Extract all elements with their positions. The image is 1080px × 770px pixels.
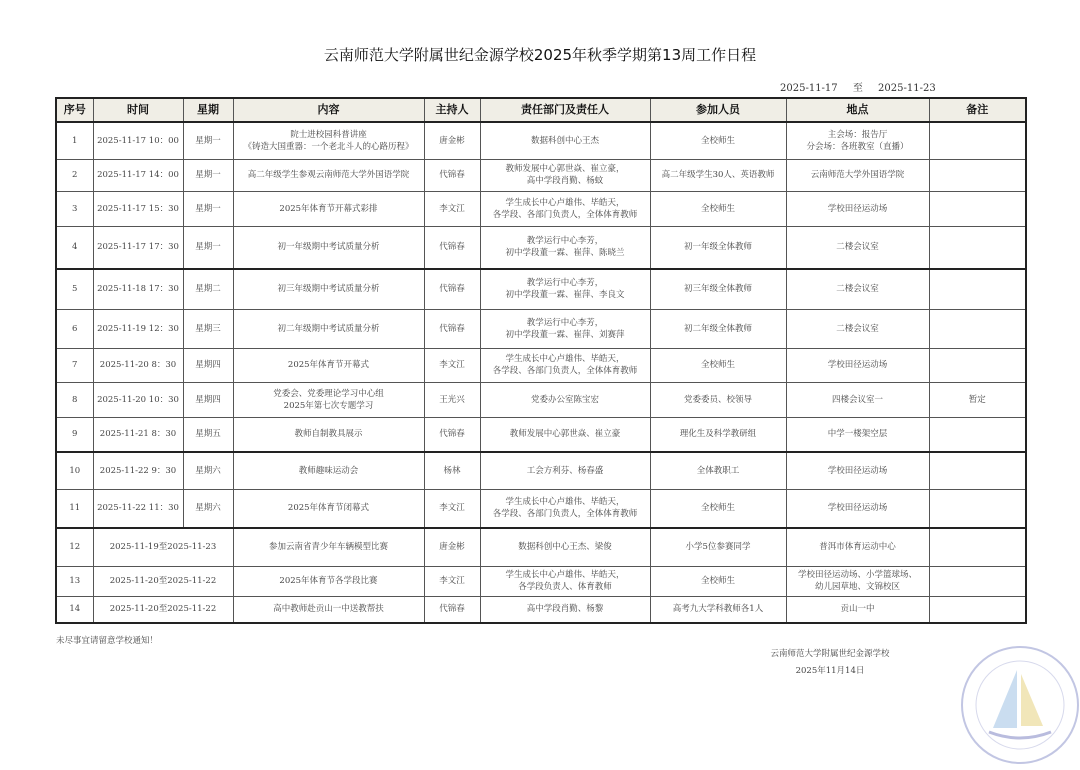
row-host: 代锦春 <box>424 269 480 309</box>
row-note <box>929 269 1026 309</box>
row-place: 学校田径运动场 <box>786 489 929 528</box>
table-row <box>56 348 1026 382</box>
row-attendees: 全校师生 <box>650 566 786 596</box>
row-content: 教师趣味运动会 <box>233 452 424 489</box>
row-time: 2025-11-17 17：30 <box>93 226 183 269</box>
table-row <box>56 382 1026 417</box>
row-note <box>929 122 1026 159</box>
row-note <box>929 417 1026 452</box>
row-day: 星期一 <box>183 226 233 269</box>
row-number: 12 <box>56 528 93 566</box>
row-day: 星期六 <box>183 489 233 528</box>
table-row <box>56 528 1026 566</box>
header-host: 主持人 <box>424 98 480 122</box>
row-content: 2025年体育节各学段比赛 <box>233 566 424 596</box>
signature-org: 云南师范大学附属世纪金源学校 <box>770 649 890 659</box>
row-dept: 高中学段肖勤、杨黎 <box>480 596 650 623</box>
row-time: 2025-11-19至2025-11-23 <box>93 528 233 566</box>
row-note <box>929 566 1026 596</box>
row-number: 9 <box>56 417 93 452</box>
header-time: 时间 <box>93 98 183 122</box>
page-title: 云南师范大学附属世纪金源学校2025年秋季学期第13周工作日程 <box>323 46 757 64</box>
table-row <box>56 596 1026 623</box>
row-dept: 学生成长中心卢雄伟、毕皓天， 各学段、各部门负责人，全体体育教师 <box>480 489 650 528</box>
row-place: 四楼会议室一 <box>786 382 929 417</box>
header-no: 序号 <box>56 98 93 122</box>
row-host: 代锦春 <box>424 159 480 191</box>
row-attendees: 全校师生 <box>650 191 786 226</box>
row-day: 星期五 <box>183 417 233 452</box>
row-note: 暂定 <box>929 382 1026 417</box>
row-day: 星期四 <box>183 348 233 382</box>
table-row <box>56 269 1026 309</box>
row-place: 学校田径运动场、小学篮球场、 幼儿园草地、文锦校区 <box>786 566 929 596</box>
row-note <box>929 452 1026 489</box>
row-dept: 教师发展中心郭世焱、崔立豪， 高中学段肖勤、杨蚊 <box>480 159 650 191</box>
row-content: 2025年体育节开幕式彩排 <box>233 191 424 226</box>
row-note <box>929 348 1026 382</box>
row-host: 李文江 <box>424 191 480 226</box>
row-number: 5 <box>56 269 93 309</box>
row-host: 唐金彬 <box>424 122 480 159</box>
row-host: 代锦春 <box>424 309 480 348</box>
table-row <box>56 191 1026 226</box>
row-host: 代锦春 <box>424 226 480 269</box>
row-day: 星期三 <box>183 309 233 348</box>
row-attendees: 小学5位参赛同学 <box>650 528 786 566</box>
row-host: 李文江 <box>424 489 480 528</box>
header-day: 星期 <box>183 98 233 122</box>
row-dept: 教学运行中心李芳， 初中学段董一霖、崔萍、刘赛萍 <box>480 309 650 348</box>
row-number: 2 <box>56 159 93 191</box>
row-content: 初一年级期中考试质量分析 <box>233 226 424 269</box>
row-time: 2025-11-17 15：30 <box>93 191 183 226</box>
row-host: 李文江 <box>424 566 480 596</box>
row-host: 代锦春 <box>424 596 480 623</box>
row-place: 二楼会议室 <box>786 226 929 269</box>
row-time: 2025-11-22 9：30 <box>93 452 183 489</box>
signature-date: 2025年11月14日 <box>795 666 865 676</box>
table-row <box>56 489 1026 528</box>
row-time: 2025-11-20 10：30 <box>93 382 183 417</box>
row-day: 星期一 <box>183 191 233 226</box>
row-content: 党委会、党委理论学习中心组 2025年第七次专题学习 <box>233 382 424 417</box>
date-range <box>780 79 948 94</box>
row-dept: 教师发展中心郭世焱、崔立豪 <box>480 417 650 452</box>
row-time: 2025-11-17 10：00 <box>93 122 183 159</box>
row-host: 王光兴 <box>424 382 480 417</box>
row-place: 主会场：报告厅 分会场：各班教室（直播） <box>786 122 929 159</box>
row-place: 中学一楼架空层 <box>786 417 929 452</box>
table-row <box>56 566 1026 596</box>
row-place: 学校田径运动场 <box>786 191 929 226</box>
row-number: 8 <box>56 382 93 417</box>
row-number: 4 <box>56 226 93 269</box>
row-dept: 数据科创中心王杰、梁俊 <box>480 528 650 566</box>
row-number: 1 <box>56 122 93 159</box>
row-time: 2025-11-17 14：00 <box>93 159 183 191</box>
row-host: 李文江 <box>424 348 480 382</box>
row-dept: 学生成长中心卢雄伟、毕皓天， 各学段、各部门负责人，全体体育教师 <box>480 191 650 226</box>
row-note <box>929 489 1026 528</box>
row-attendees: 全校师生 <box>650 348 786 382</box>
table-header <box>56 98 1026 122</box>
row-content: 初二年级期中考试质量分析 <box>233 309 424 348</box>
row-time: 2025-11-22 11：30 <box>93 489 183 528</box>
row-place: 学校田径运动场 <box>786 452 929 489</box>
table-row <box>56 159 1026 191</box>
row-time: 2025-11-18 17：30 <box>93 269 183 309</box>
row-place: 二楼会议室 <box>786 309 929 348</box>
row-dept: 学生成长中心卢雄伟、毕皓天， 各学段、各部门负责人，全体体育教师 <box>480 348 650 382</box>
row-time: 2025-11-20至2025-11-22 <box>93 596 233 623</box>
row-place: 云南师范大学外国语学院 <box>786 159 929 191</box>
date-range-sep: 至 <box>852 83 863 94</box>
row-dept: 党委办公室陈宝宏 <box>480 382 650 417</box>
row-number: 3 <box>56 191 93 226</box>
row-attendees: 初三年级全体教师 <box>650 269 786 309</box>
row-time: 2025-11-20至2025-11-22 <box>93 566 233 596</box>
row-note <box>929 191 1026 226</box>
table-row <box>56 309 1026 348</box>
row-number: 10 <box>56 452 93 489</box>
row-note <box>929 159 1026 191</box>
signature <box>760 646 900 680</box>
header-dept: 责任部门及责任人 <box>480 98 650 122</box>
table-row <box>56 122 1026 159</box>
row-dept: 教学运行中心李芳， 初中学段董一霖、崔萍、李良文 <box>480 269 650 309</box>
row-number: 14 <box>56 596 93 623</box>
header-content: 内容 <box>233 98 424 122</box>
row-content: 高中教师赴贡山一中送教帮扶 <box>233 596 424 623</box>
row-content: 高二年级学生参观云南师范大学外国语学院 <box>233 159 424 191</box>
row-content: 初三年级期中考试质量分析 <box>233 269 424 309</box>
row-attendees: 初一年级全体教师 <box>650 226 786 269</box>
row-attendees: 全校师生 <box>650 122 786 159</box>
row-day: 星期一 <box>183 122 233 159</box>
row-time: 2025-11-21 8：30 <box>93 417 183 452</box>
row-time: 2025-11-20 8：30 <box>93 348 183 382</box>
row-time: 2025-11-19 12：30 <box>93 309 183 348</box>
header-note: 备注 <box>929 98 1026 122</box>
row-day: 星期六 <box>183 452 233 489</box>
row-number: 13 <box>56 566 93 596</box>
row-place: 学校田径运动场 <box>786 348 929 382</box>
header-attendees: 参加人员 <box>650 98 786 122</box>
row-attendees: 高考九大学科教师各1人 <box>650 596 786 623</box>
row-note <box>929 309 1026 348</box>
row-attendees: 全体教职工 <box>650 452 786 489</box>
row-place: 普洱市体育运动中心 <box>786 528 929 566</box>
row-content: 教师自制教具展示 <box>233 417 424 452</box>
school-seal-logo <box>955 640 1080 770</box>
row-dept: 工会方利芬、杨春盛 <box>480 452 650 489</box>
row-attendees: 理化生及科学教研组 <box>650 417 786 452</box>
row-attendees: 高二年级学生30人、英语教师 <box>650 159 786 191</box>
row-host: 唐金彬 <box>424 528 480 566</box>
row-attendees: 全校师生 <box>650 489 786 528</box>
header-place: 地点 <box>786 98 929 122</box>
row-content: 参加云南省青少年车辆模型比赛 <box>233 528 424 566</box>
row-note <box>929 226 1026 269</box>
row-day: 星期一 <box>183 159 233 191</box>
row-number: 6 <box>56 309 93 348</box>
table-row <box>56 417 1026 452</box>
schedule-table <box>55 97 1027 624</box>
row-dept: 学生成长中心卢雄伟、毕皓天， 各学段负责人、体育教师 <box>480 566 650 596</box>
row-attendees: 初二年级全体教师 <box>650 309 786 348</box>
row-day: 星期四 <box>183 382 233 417</box>
row-dept: 教学运行中心李芳， 初中学段董一霖、崔萍、陈晓兰 <box>480 226 650 269</box>
row-number: 11 <box>56 489 93 528</box>
row-place: 二楼会议室 <box>786 269 929 309</box>
table-row <box>56 452 1026 489</box>
row-note <box>929 528 1026 566</box>
table-row <box>56 226 1026 269</box>
row-day: 星期二 <box>183 269 233 309</box>
row-content: 院士进校园科普讲座 《铸造大国重器：一个老北斗人的心路历程》 <box>233 122 424 159</box>
row-content: 2025年体育节开幕式 <box>233 348 424 382</box>
row-content: 2025年体育节闭幕式 <box>233 489 424 528</box>
date-range-start: 2025-11-17 <box>780 83 838 94</box>
row-attendees: 党委委员、校领导 <box>650 382 786 417</box>
row-note <box>929 596 1026 623</box>
row-host: 杨林 <box>424 452 480 489</box>
row-number: 7 <box>56 348 93 382</box>
row-place: 贡山一中 <box>786 596 929 623</box>
row-dept: 数据科创中心王杰 <box>480 122 650 159</box>
footer-note: 未尽事宜请留意学校通知！ <box>56 636 159 646</box>
date-range-end: 2025-11-23 <box>878 83 936 94</box>
row-host: 代锦春 <box>424 417 480 452</box>
